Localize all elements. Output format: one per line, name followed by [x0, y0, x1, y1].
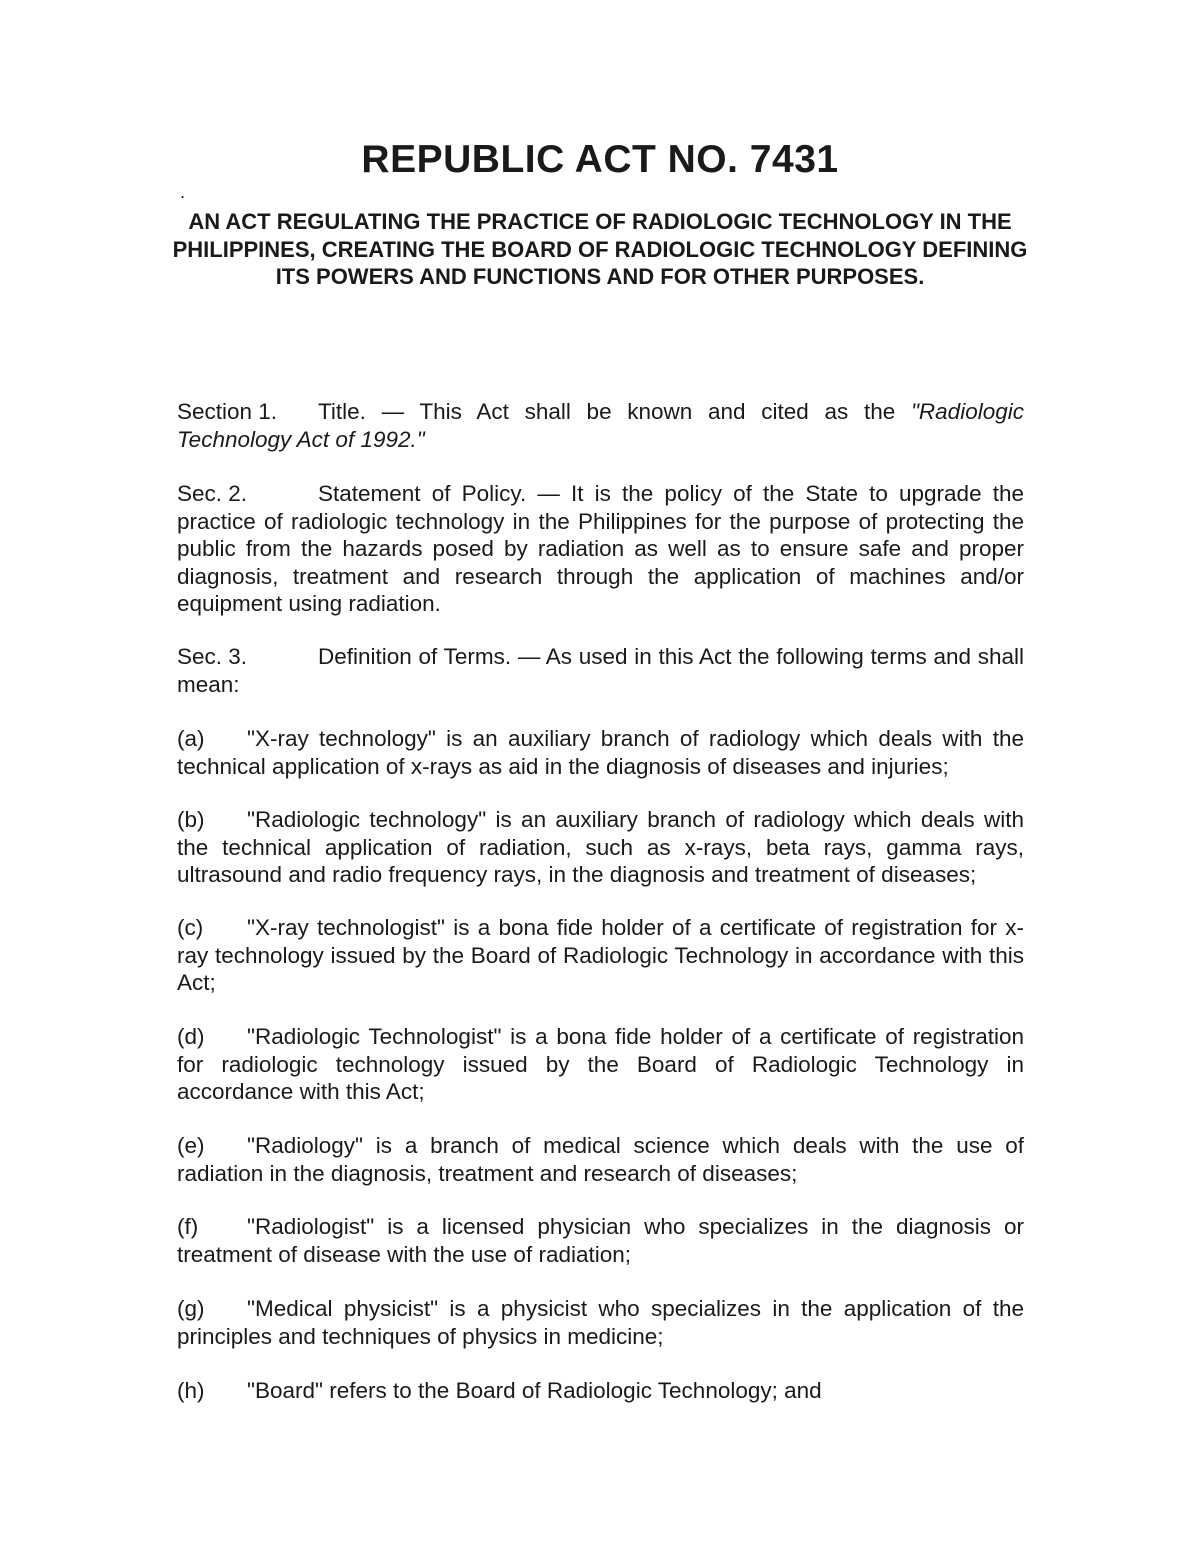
item-label: (d)	[177, 1024, 205, 1049]
act-subtitle: AN ACT REGULATING THE PRACTICE OF RADIOLOGIC TECHNOLOGY IN THE PHILIPPINES, CREATING THE BOARD OF RADIOLOGIC TECHNOLOGY DEFINING ITS POWERS AND FUNCTIONS AND FOR OTHER PURPOSES.	[172, 209, 1028, 289]
stray-dot: .	[180, 182, 186, 202]
definition-c	[177, 914, 1024, 997]
item-text: "Radiologist" is a licensed physician who specializes in the diagnosis or treatment of disease with the use of radiation;	[177, 1214, 1024, 1267]
definition-d	[177, 1023, 1024, 1106]
section-label: Section 1.	[177, 399, 278, 424]
item-label: (b)	[177, 807, 205, 832]
item-text: "Medical physicist" is a physicist who specializes in the application of the principles and techniques of physics in medicine;	[177, 1296, 1024, 1349]
item-text: "X-ray technology" is an auxiliary branch of radiology which deals with the technical application of x-rays as aid in the diagnosis of diseases and injuries;	[177, 726, 1024, 779]
item-label: (c)	[177, 915, 204, 940]
definition-f	[177, 1213, 1024, 1268]
item-text: "Radiologic Technologist" is a bona fide holder of a certificate of registration for radiologic technology issued by the Board of Radiologic Technology in accordance with this Act;	[177, 1024, 1024, 1104]
definition-e	[177, 1132, 1024, 1187]
section-2	[177, 480, 1024, 618]
definition-b	[177, 806, 1024, 889]
item-label: (g)	[177, 1296, 205, 1321]
item-text: "Board" refers to the Board of Radiologic Technology; and	[247, 1378, 822, 1403]
section-text: Statement of Policy. — It is the policy of the State to upgrade the practice of radiologic technology in the Philippines for the purpose of protecting the public from the hazards posed by radiation as well as to ensure safe and proper diagnosis, treatment and research through the application of machines and/or equipment using radiation.	[177, 481, 1024, 616]
act-title: REPUBLIC ACT NO. 7431	[361, 138, 839, 181]
item-text: "Radiology" is a branch of medical science which deals with the use of radiation in the diagnosis, treatment and research of diseases;	[177, 1133, 1024, 1186]
section-text: Title. — This Act shall be known and cited as the	[318, 399, 911, 424]
item-label: (e)	[177, 1133, 205, 1158]
definition-a	[177, 725, 1024, 780]
item-text: "X-ray technologist" is a bona fide holder of a certificate of registration for x-ray technology issued by the Board of Radiologic Technology in accordance with this Act;	[177, 915, 1024, 995]
definition-g	[177, 1295, 1024, 1350]
section-3	[177, 643, 1024, 698]
item-label: (f)	[177, 1214, 199, 1239]
section-label: Sec. 3.	[177, 644, 248, 669]
item-text: "Radiologic technology" is an auxiliary branch of radiology which deals with the technical application of radiation, such as x-rays, beta rays, gamma rays, ultrasound and radio frequency rays, in the diagnosis and treatment of diseases;	[177, 807, 1024, 887]
section-italic-text: "Radiologic Technology Act of 1992."	[177, 399, 1024, 452]
item-label: (h)	[177, 1378, 205, 1403]
section-1	[177, 398, 1024, 453]
item-label: (a)	[177, 726, 205, 751]
definition-h	[177, 1377, 1024, 1405]
section-label: Sec. 2.	[177, 481, 248, 506]
section-text: Definition of Terms. — As used in this Act the following terms and shall mean:	[177, 644, 1024, 697]
